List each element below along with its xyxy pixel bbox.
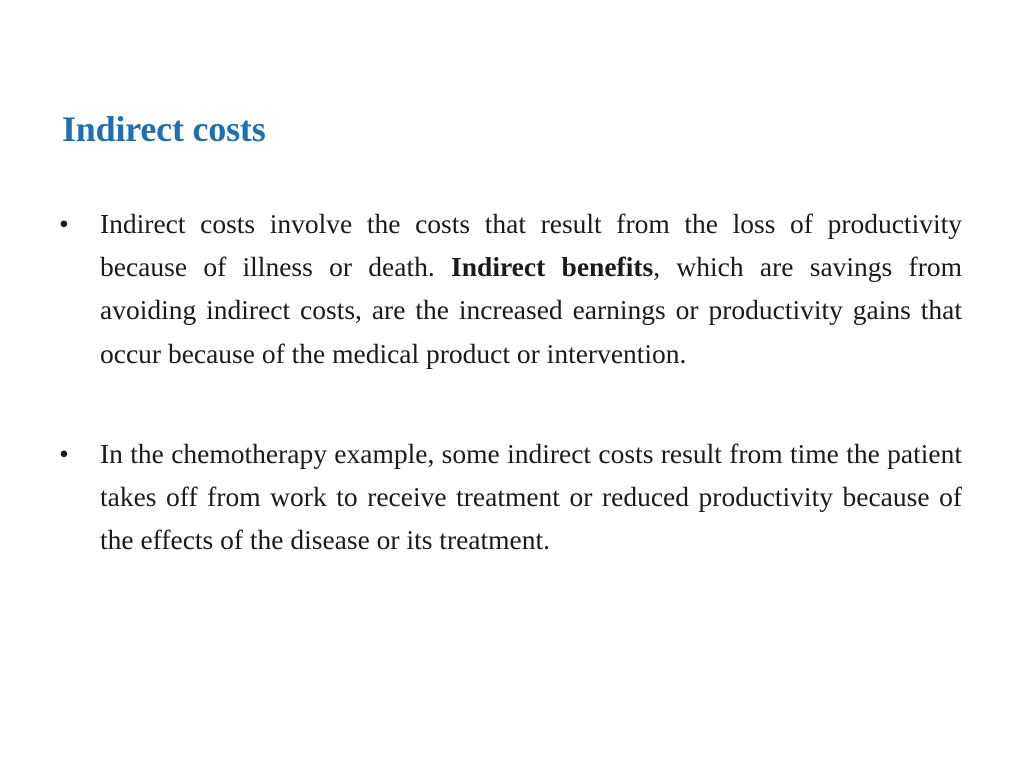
bullet-icon: • [59, 437, 69, 469]
bullet-text-part: , which are savings from avoiding indirect costs, are the increased earnings or productivity gains that occur because of the medical product or intervention. [100, 251, 962, 369]
bullet-item-chemotherapy-example [56, 432, 962, 562]
bullet-bold-term: Indirect benefits [451, 251, 654, 283]
bullet-text: In the chemotherapy example, some indirect costs result from time the patient takes off from work to receive treatment or reduced productivity because of the effects of the disease or its treatment. [100, 437, 962, 556]
bullet-icon: • [59, 208, 69, 239]
bullet-text-part: Indirect costs involve the costs that result from the loss of productivity because of illness or death. [100, 208, 962, 283]
slide-title: Indirect costs [62, 109, 266, 149]
bullet-item-indirect-costs [56, 202, 962, 375]
bullet-list [56, 202, 962, 561]
